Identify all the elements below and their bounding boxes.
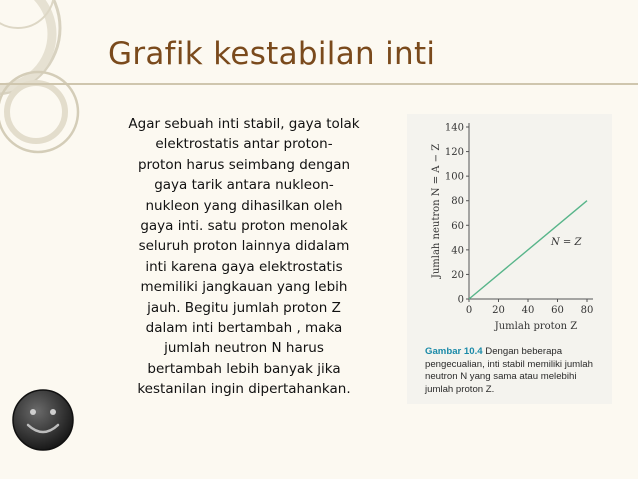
x-tick-label: 0 bbox=[465, 305, 473, 316]
textbook-figure bbox=[407, 114, 612, 404]
y-tick-label: 60 bbox=[451, 220, 464, 232]
body-paragraph bbox=[106, 114, 382, 400]
caption-label: Gambar 10.4 bbox=[425, 346, 483, 357]
body-line: bertambah lebih banyak jika bbox=[147, 360, 341, 377]
body-line: gaya tarik antara nukleon- bbox=[154, 177, 334, 194]
y-tick-label: 0 bbox=[457, 294, 464, 306]
x-axis-label: Jumlah proton Z bbox=[494, 321, 578, 332]
body-line: proton harus seimbang dengan bbox=[137, 156, 351, 173]
body-line: jauh. Begitu jumlah proton Z bbox=[147, 299, 341, 316]
body-line: dalam inti bertambah , maka bbox=[145, 320, 343, 337]
line-label: N = Z bbox=[551, 236, 582, 248]
caption-text: Dengan beberapa pengecualian, inti stabil memiliki jumlah neutron N yang sama atau melebihi jumlah proton Z. bbox=[425, 346, 593, 395]
series-line-n-equals-z bbox=[469, 201, 587, 299]
body-line: seluruh proton lainnya didalam bbox=[138, 238, 350, 255]
y-tick-label: 80 bbox=[451, 196, 464, 208]
y-tick-label: 120 bbox=[444, 147, 464, 159]
title-divider bbox=[0, 83, 638, 85]
y-tick-label: 20 bbox=[451, 269, 464, 281]
y-tick-label: 40 bbox=[451, 245, 464, 257]
x-tick-label: 80 bbox=[580, 305, 594, 316]
x-tick-label: 40 bbox=[521, 305, 535, 316]
y-tick-label: 100 bbox=[444, 171, 464, 183]
y-axis-label: Jumlah neutron N = A − Z bbox=[431, 143, 442, 279]
body-line: jumlah neutron N harus bbox=[164, 340, 324, 357]
x-tick-label: 60 bbox=[551, 305, 564, 316]
body-line: kestanilan ingin dipertahankan. bbox=[137, 381, 351, 398]
nuclear-stability-chart bbox=[407, 114, 612, 339]
decorative-circles bbox=[0, 0, 110, 200]
body-line: memiliki jangkauan yang lebih bbox=[140, 279, 348, 296]
slide-title: Grafik kestabilan inti bbox=[108, 36, 436, 72]
smiley-face-icon bbox=[10, 387, 76, 453]
body-line: gaya inti. satu proton menolak bbox=[140, 218, 348, 235]
x-tick-label: 20 bbox=[492, 305, 505, 316]
figure-caption bbox=[425, 346, 607, 396]
body-line: elektrostatis antar proton- bbox=[155, 136, 333, 153]
body-line: nukleon yang dihasilkan oleh bbox=[145, 197, 343, 214]
y-tick-label: 140 bbox=[444, 122, 464, 134]
body-line: inti karena gaya elektrostatis bbox=[145, 258, 343, 275]
body-line: Agar sebuah inti stabil, gaya tolak bbox=[128, 116, 360, 132]
